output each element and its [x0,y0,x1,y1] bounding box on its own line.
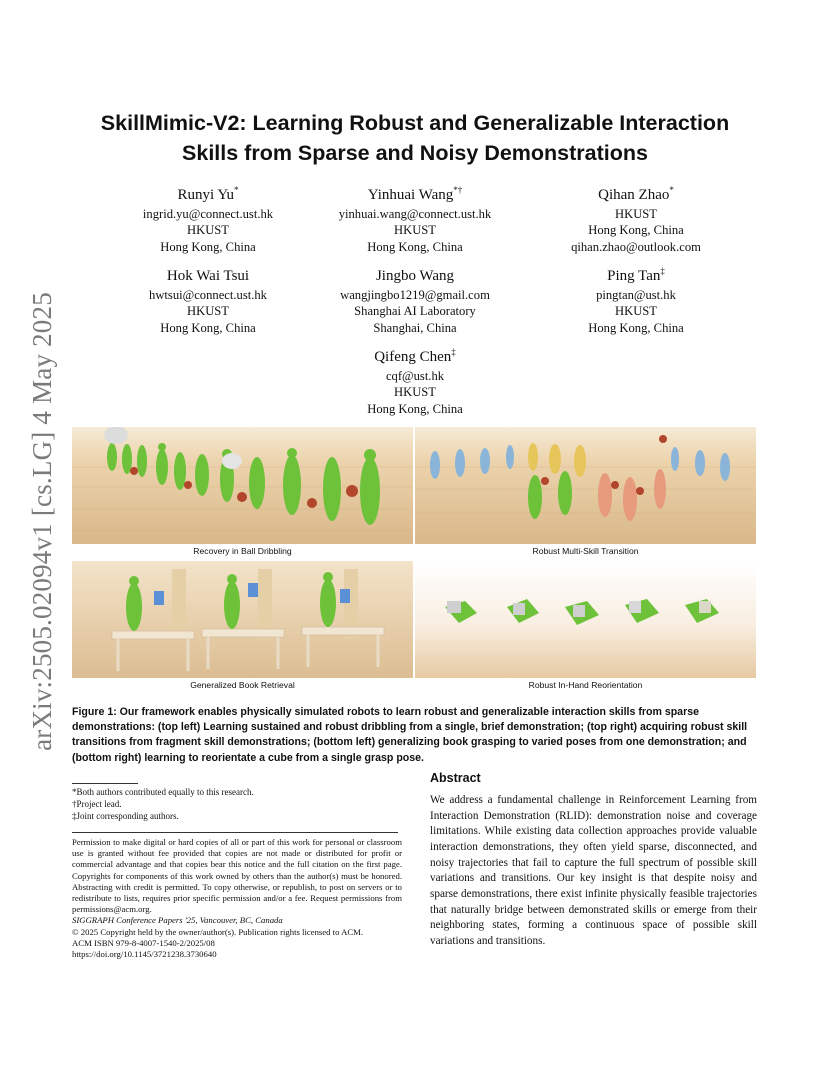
author-affiliation: Shanghai AI Laboratory [354,304,476,319]
doi-link[interactable]: https://doi.org/10.1145/3721238.3730640 [72,949,217,960]
permission-rule [72,832,398,833]
author-name: Runyi Yu [177,187,235,203]
author-email: ingrid.yu@connect.ust.hk [142,207,274,221]
footnotes [72,787,402,822]
author-block [295,261,535,336]
author-name: Jingbo Wang [375,268,455,284]
panel-label-in-hand-reorientation: Robust In-Hand Reorientation [528,680,643,690]
author-affiliation: HKUST [187,223,229,238]
author-mark: ‡ [451,347,456,357]
author-affiliation: HKUST [394,223,436,238]
footnote-equal-contribution: *Both authors contributed equally to this research. [72,787,254,797]
author-mark: ‡ [660,266,665,276]
author-name: Qifeng Chen [374,349,452,365]
author-mark: * [669,185,674,195]
figure-panel-ball-dribbling [72,427,413,544]
author-affiliation: HKUST [187,304,229,319]
author-location: Hong Kong, China [588,320,684,335]
figure-caption: Figure 1: Our framework enables physically simulated robots to learn robust and generalizable interaction skills from sparse demonstrations: (top left) Learning sustained and robust dribbling from a single, brief demonstration; (top right) acquiring robust skill transitions from fragment skill demonstrations; (bottom left) generalizing book grasping to varied poses from one demonstration; and (bottom right) learning to reorientate a cube from a single grasp pose. [72,706,748,764]
author-name: Hok Wai Tsui [166,268,250,284]
isbn-line: ACM ISBN 979-8-4007-1540-2/2025/08 [72,937,215,948]
author-block [516,261,756,336]
author-block [88,261,328,336]
footnote-rule [72,783,138,784]
author-email: cqf@ust.hk [385,369,445,383]
title-line-2: Skills from Sparse and Noisy Demonstrations [182,141,648,165]
author-email: qihan.zhao@outlook.com [571,239,701,254]
figure-panel-in-hand-reorientation [415,561,756,678]
author-location: Hong Kong, China [367,401,463,416]
author-name: Ping Tan [607,268,661,284]
permission-text: Permission to make digital or hard copies of all or part of this work for personal or classroom use is granted without fee provided that copies are not made or distributed for profit or commercial advantage and that copies bear this notice and the full citation on the first page. Copyrights for components of this work owned by others than the author(s) must be honored. Abstracting with credit is permitted. To copy otherwise, or republish, to post on servers or to redistribute to lists, requires prior specific permission and/or a fee. Request permissions from permissions@acm.org. [72,837,402,915]
panel-label-ball-dribbling: Recovery in Ball Dribbling [193,546,292,556]
author-affiliation: HKUST [615,207,657,221]
in-hand-scene-image [415,561,756,678]
multi-skill-scene-image [415,427,756,544]
author-email: pingtan@ust.hk [596,288,676,302]
author-block [88,180,328,255]
author-name: Yinhuai Wang [367,187,454,203]
arxiv-stamp-text: arXiv:2505.02094v1 [cs.LG] 4 May 2025 [26,291,57,751]
author-block [295,342,535,417]
author-location: Shanghai, China [373,320,457,335]
author-email: wangjingbo1219@gmail.com [340,288,490,302]
author-block [516,180,756,255]
permission-block [72,837,402,960]
abstract-heading: Abstract [430,771,481,785]
copyright-line: © 2025 Copyright held by the owner/author(s). Publication rights licensed to ACM. [72,926,364,937]
book-retrieval-scene-image [72,561,413,678]
venue-line: SIGGRAPH Conference Papers '25, Vancouver, BC, Canada [72,915,283,926]
dribbling-scene-image [72,427,413,544]
author-block [295,180,535,255]
author-location: Hong Kong, China [160,320,256,335]
author-email: hwtsui@connect.ust.hk [149,288,267,302]
title-line-1: SkillMimic-V2: Learning Robust and Generalizable Interaction [100,111,730,135]
arxiv-stamp [22,286,62,756]
paper-title [70,108,760,168]
footnote-corresponding: ‡Joint corresponding authors. [72,810,179,821]
author-mark: * [234,185,239,195]
author-location: Hong Kong, China [367,239,463,254]
author-mark: *† [453,185,463,195]
author-affiliation: HKUST [394,385,436,400]
author-location: Hong Kong, China [588,223,684,238]
footnote-project-lead: †Project lead. [72,798,122,809]
figure-panel-book-retrieval [72,561,413,678]
author-location: Hong Kong, China [160,239,256,254]
author-email: yinhuai.wang@connect.ust.hk [338,207,492,221]
author-name: Qihan Zhao [598,187,670,203]
abstract-text: We address a fundamental challenge in Reinforcement Learning from Interaction Demonstration (RLID): demonstration noise and coverage limitations. While existing data collection approaches provide valuable interaction demonstrations, they often yield sparse, disconnected, and noisy trajectories that fail to capture the full spectrum of possible skill variations and transitions. Our key insight is that despite noisy and sparse demonstrations, there exist infinite physically feasible trajectories that naturally bridge between demonstrated skills or emerge from their neighboring states, forming a continuous space of possible skill variations and transitions. [430,794,757,947]
figure-panel-multi-skill [415,427,756,544]
panel-label-multi-skill: Robust Multi-Skill Transition [532,546,639,556]
panel-label-book-retrieval: Generalized Book Retrieval [190,680,295,690]
author-affiliation: HKUST [615,304,657,319]
